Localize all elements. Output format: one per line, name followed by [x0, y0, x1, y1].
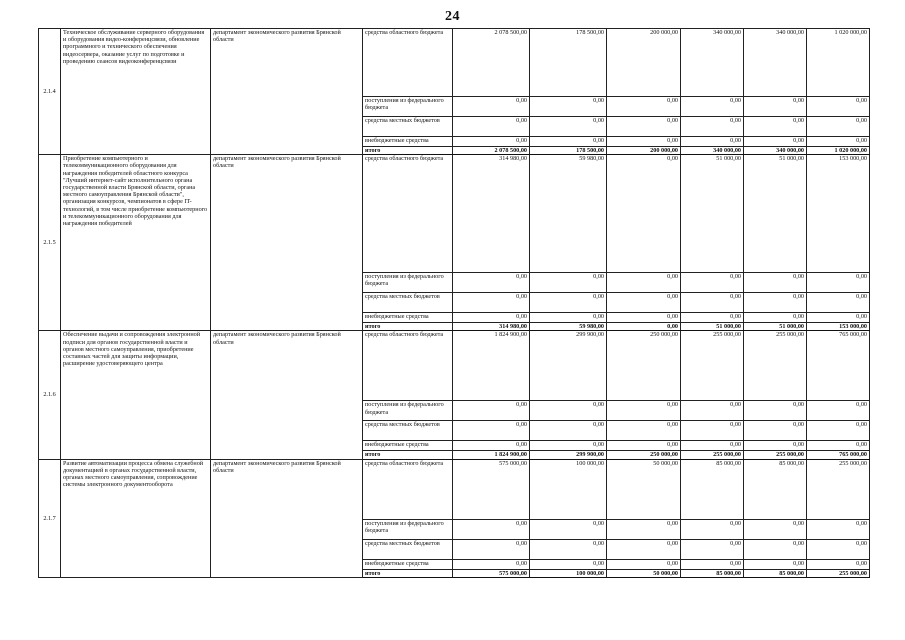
item-executor: департамент экономического развития Брянской области: [211, 459, 363, 577]
amount-cell: 340 000,00: [744, 29, 807, 97]
amount-cell: 0,00: [807, 539, 870, 559]
amount-cell: 0,00: [453, 539, 530, 559]
amount-cell: 0,00: [744, 539, 807, 559]
amount-cell: 255 000,00: [807, 569, 870, 577]
item-name: Техническое обслуживание серверного оборудования и оборудования видео-конференцсвязи, обновление программного и технического обеспечения видеосервера, оказание услуг по подготовке и проведению сеансов видеоконференцсвязи: [61, 29, 211, 155]
amount-cell: 0,00: [607, 293, 681, 313]
item-executor: департамент экономического развития Брянской области: [211, 29, 363, 155]
item-executor: департамент экономического развития Брянской области: [211, 155, 363, 331]
amount-cell: 0,00: [807, 421, 870, 441]
amount-cell: 0,00: [453, 519, 530, 539]
amount-cell: 0,00: [744, 441, 807, 451]
amount-cell: 0,00: [744, 137, 807, 147]
amount-cell: 0,00: [607, 313, 681, 323]
amount-cell: 0,00: [744, 97, 807, 117]
amount-cell: 0,00: [744, 519, 807, 539]
amount-cell: 85 000,00: [744, 459, 807, 519]
amount-cell: 0,00: [744, 117, 807, 137]
amount-cell: 299 900,00: [530, 451, 607, 459]
amount-cell: 200 000,00: [607, 147, 681, 155]
amount-cell: 0,00: [744, 293, 807, 313]
table-row: [39, 331, 870, 401]
amount-cell: 50 000,00: [607, 459, 681, 519]
amount-cell: 250 000,00: [607, 451, 681, 459]
funding-source: средства областного бюджета: [363, 29, 453, 97]
amount-cell: 0,00: [744, 559, 807, 569]
amount-cell: 250 000,00: [607, 331, 681, 401]
funding-source: средства областного бюджета: [363, 331, 453, 401]
amount-cell: 299 900,00: [530, 331, 607, 401]
amount-cell: 340 000,00: [681, 147, 744, 155]
amount-cell: 0,00: [807, 401, 870, 421]
amount-cell: 0,00: [453, 117, 530, 137]
amount-cell: 0,00: [681, 117, 744, 137]
amount-cell: 100 000,00: [530, 569, 607, 577]
amount-cell: 255 000,00: [807, 459, 870, 519]
amount-cell: 85 000,00: [681, 569, 744, 577]
amount-cell: 59 980,00: [530, 323, 607, 331]
funding-source: внебюджетные средства: [363, 137, 453, 147]
amount-cell: 0,00: [453, 441, 530, 451]
amount-cell: 0,00: [607, 539, 681, 559]
table-row: [39, 155, 870, 273]
amount-cell: 0,00: [607, 155, 681, 273]
amount-cell: 153 000,00: [807, 323, 870, 331]
amount-cell: 0,00: [607, 519, 681, 539]
item-name: Развитие автоматизации процесса обмена служебной документацией в органах государственной власти, органах местного самоуправления, сопровождение системы электронного документооборота: [61, 459, 211, 577]
amount-cell: 0,00: [607, 559, 681, 569]
amount-cell: 0,00: [453, 401, 530, 421]
amount-cell: 0,00: [807, 559, 870, 569]
amount-cell: 0,00: [681, 519, 744, 539]
amount-cell: 2 078 500,00: [453, 147, 530, 155]
amount-cell: 0,00: [607, 273, 681, 293]
amount-cell: 51 000,00: [744, 323, 807, 331]
amount-cell: 0,00: [681, 559, 744, 569]
item-code: 2.1.5: [39, 155, 61, 331]
amount-cell: 0,00: [453, 559, 530, 569]
amount-cell: 178 500,00: [530, 29, 607, 97]
funding-source: средства местных бюджетов: [363, 293, 453, 313]
amount-cell: 314 980,00: [453, 155, 530, 273]
amount-cell: 0,00: [744, 313, 807, 323]
amount-cell: 340 000,00: [744, 147, 807, 155]
amount-cell: 0,00: [807, 273, 870, 293]
amount-cell: 0,00: [744, 421, 807, 441]
amount-cell: 340 000,00: [681, 29, 744, 97]
amount-cell: 85 000,00: [744, 569, 807, 577]
funding-source: поступления из федерального бюджета: [363, 97, 453, 117]
amount-cell: 0,00: [453, 273, 530, 293]
funding-source: поступления из федерального бюджета: [363, 519, 453, 539]
amount-cell: 0,00: [807, 441, 870, 451]
amount-cell: 0,00: [681, 313, 744, 323]
budget-table: [38, 28, 870, 578]
amount-cell: 0,00: [607, 97, 681, 117]
funding-source: итого: [363, 323, 453, 331]
amount-cell: 0,00: [530, 273, 607, 293]
amount-cell: 0,00: [453, 313, 530, 323]
amount-cell: 0,00: [530, 117, 607, 137]
item-code: 2.1.7: [39, 459, 61, 577]
amount-cell: 255 000,00: [744, 451, 807, 459]
amount-cell: 51 000,00: [744, 155, 807, 273]
funding-source: средства местных бюджетов: [363, 421, 453, 441]
amount-cell: 50 000,00: [607, 569, 681, 577]
funding-source: средства областного бюджета: [363, 459, 453, 519]
amount-cell: 0,00: [530, 539, 607, 559]
amount-cell: 0,00: [681, 539, 744, 559]
amount-cell: 178 500,00: [530, 147, 607, 155]
amount-cell: 0,00: [807, 313, 870, 323]
amount-cell: 575 000,00: [453, 459, 530, 519]
amount-cell: 1 020 000,00: [807, 147, 870, 155]
amount-cell: 0,00: [530, 293, 607, 313]
item-code: 2.1.4: [39, 29, 61, 155]
amount-cell: 1 824 900,00: [453, 451, 530, 459]
funding-source: средства местных бюджетов: [363, 539, 453, 559]
amount-cell: 100 000,00: [530, 459, 607, 519]
amount-cell: 0,00: [607, 401, 681, 421]
amount-cell: 0,00: [681, 273, 744, 293]
amount-cell: 0,00: [744, 273, 807, 293]
amount-cell: 0,00: [807, 519, 870, 539]
amount-cell: 0,00: [607, 421, 681, 441]
amount-cell: 0,00: [744, 401, 807, 421]
amount-cell: 0,00: [807, 117, 870, 137]
page-number: 24: [445, 9, 460, 24]
amount-cell: 0,00: [607, 323, 681, 331]
amount-cell: 0,00: [453, 97, 530, 117]
amount-cell: 0,00: [807, 293, 870, 313]
table-row: [39, 29, 870, 97]
amount-cell: 0,00: [530, 441, 607, 451]
amount-cell: 0,00: [681, 137, 744, 147]
item-name: Обеспечение выдачи и сопровождения электронной подписи для органов государственной власти и органов местного самоуправления, приобретение составных частей для защиты информации, расширение удостоверяющего центра: [61, 331, 211, 459]
budget-table-body: [39, 29, 870, 578]
amount-cell: 255 000,00: [744, 331, 807, 401]
amount-cell: 0,00: [530, 137, 607, 147]
amount-cell: 0,00: [681, 421, 744, 441]
item-executor: департамент экономического развития Брянской области: [211, 331, 363, 459]
amount-cell: 0,00: [453, 137, 530, 147]
amount-cell: 0,00: [453, 421, 530, 441]
amount-cell: 153 000,00: [807, 155, 870, 273]
amount-cell: 0,00: [681, 97, 744, 117]
amount-cell: 0,00: [530, 97, 607, 117]
amount-cell: 0,00: [807, 137, 870, 147]
amount-cell: 255 000,00: [681, 451, 744, 459]
funding-source: средства местных бюджетов: [363, 117, 453, 137]
amount-cell: 255 000,00: [681, 331, 744, 401]
amount-cell: 51 000,00: [681, 323, 744, 331]
amount-cell: 51 000,00: [681, 155, 744, 273]
amount-cell: 0,00: [607, 137, 681, 147]
amount-cell: 0,00: [607, 117, 681, 137]
funding-source: внебюджетные средства: [363, 313, 453, 323]
amount-cell: 0,00: [530, 421, 607, 441]
funding-source: внебюджетные средства: [363, 559, 453, 569]
amount-cell: 59 980,00: [530, 155, 607, 273]
amount-cell: 765 000,00: [807, 451, 870, 459]
amount-cell: 0,00: [681, 293, 744, 313]
item-name: Приобретение компьютерного и телекоммуникационного оборудования для награждения победителей областного конкурса "Лучший интернет-сайт исполнительного органа государственной власти Брянской области, органа местного самоуправления Брянской области", организация конкурсов, чемпионатов в сфере IT- технологий, в том числе приобретение компьютерного и телекоммуникационного оборудования для награждения победителей: [61, 155, 211, 331]
funding-source: итого: [363, 147, 453, 155]
amount-cell: 0,00: [681, 441, 744, 451]
amount-cell: 0,00: [807, 97, 870, 117]
table-row: [39, 459, 870, 519]
amount-cell: 0,00: [453, 293, 530, 313]
funding-source: внебюджетные средства: [363, 441, 453, 451]
amount-cell: 0,00: [530, 559, 607, 569]
funding-source: итого: [363, 569, 453, 577]
amount-cell: 85 000,00: [681, 459, 744, 519]
amount-cell: 1 824 900,00: [453, 331, 530, 401]
amount-cell: 765 000,00: [807, 331, 870, 401]
amount-cell: 0,00: [530, 401, 607, 421]
amount-cell: 314 980,00: [453, 323, 530, 331]
amount-cell: 575 000,00: [453, 569, 530, 577]
amount-cell: 0,00: [530, 313, 607, 323]
funding-source: средства областного бюджета: [363, 155, 453, 273]
amount-cell: 200 000,00: [607, 29, 681, 97]
item-code: 2.1.6: [39, 331, 61, 459]
amount-cell: 0,00: [530, 519, 607, 539]
amount-cell: 1 020 000,00: [807, 29, 870, 97]
funding-source: поступления из федерального бюджета: [363, 273, 453, 293]
amount-cell: 2 078 500,00: [453, 29, 530, 97]
amount-cell: 0,00: [681, 401, 744, 421]
amount-cell: 0,00: [607, 441, 681, 451]
funding-source: итого: [363, 451, 453, 459]
funding-source: поступления из федерального бюджета: [363, 401, 453, 421]
